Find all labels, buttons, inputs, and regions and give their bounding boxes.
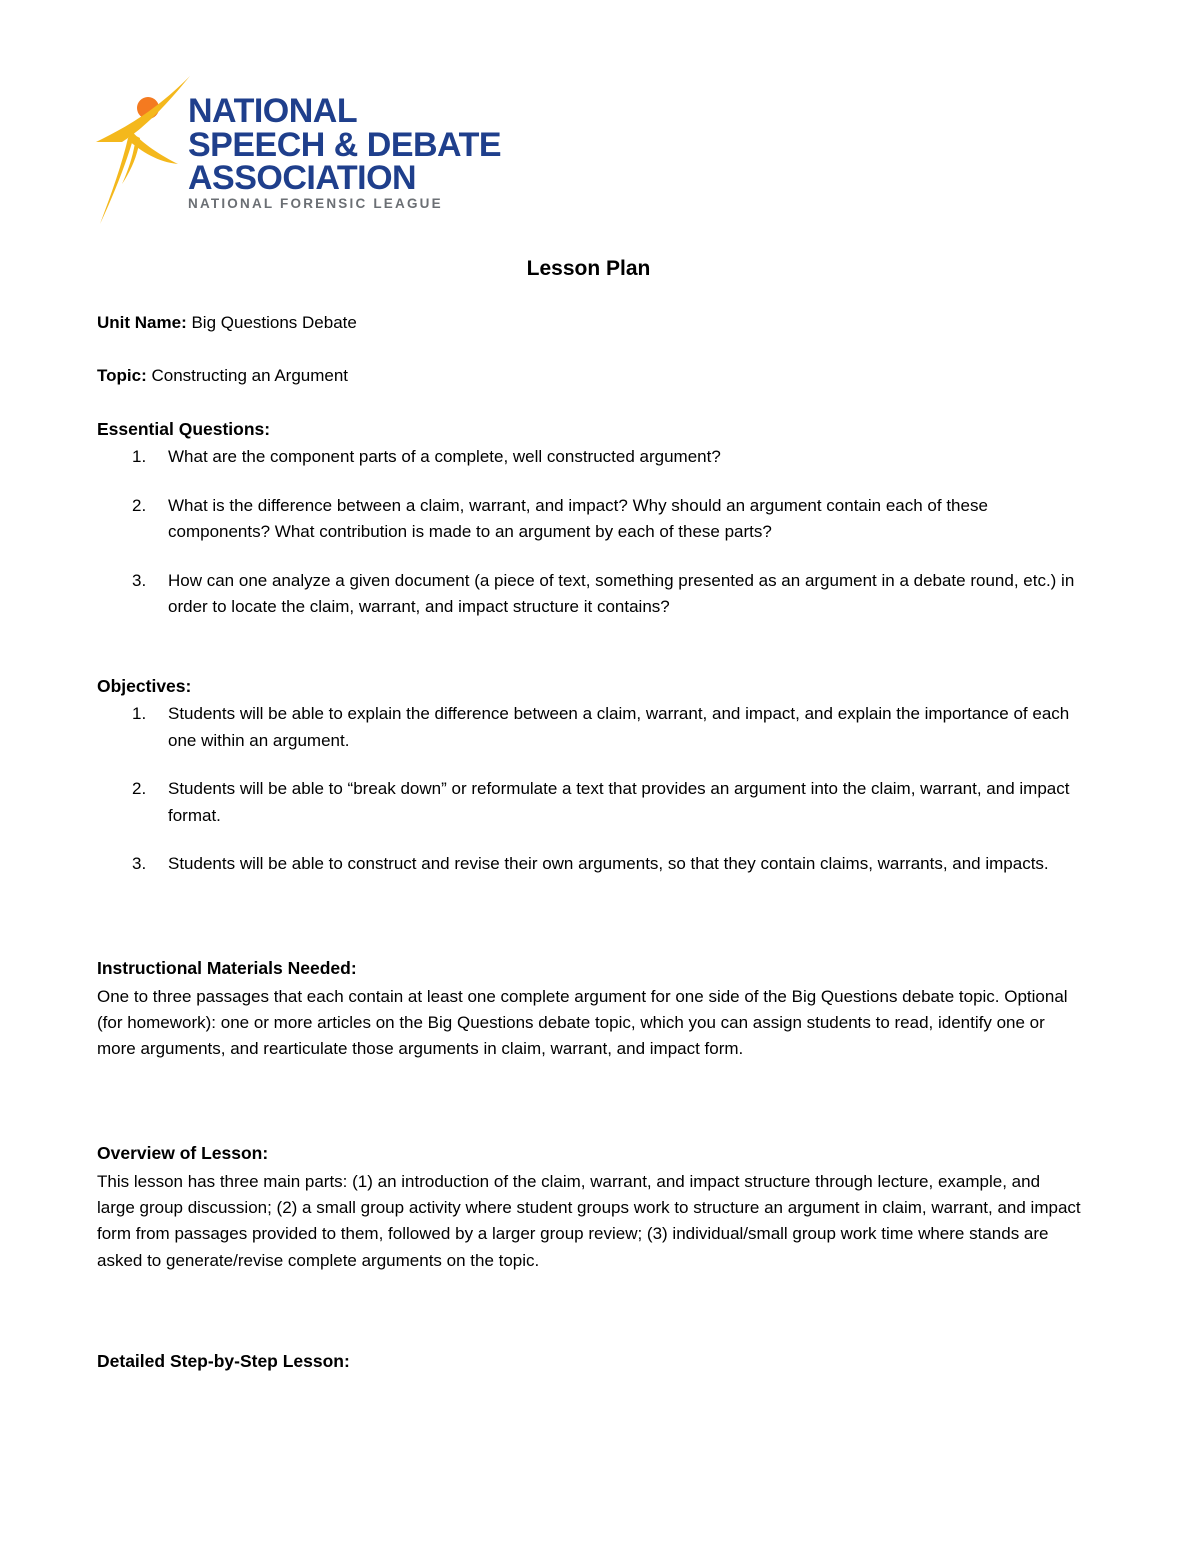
objectives-heading: Objectives: bbox=[97, 676, 192, 696]
logo-line-speech-debate: SPEECH & DEBATE bbox=[188, 126, 502, 164]
unit-name-label: Unit Name: bbox=[97, 313, 187, 332]
overview-heading: Overview of Lesson: bbox=[97, 1143, 269, 1163]
logo-figure-icon bbox=[92, 74, 192, 229]
list-number: 1. bbox=[132, 447, 147, 466]
list-number: 3. bbox=[132, 854, 147, 873]
list-number: 1. bbox=[132, 704, 147, 723]
list-text: How can one analyze a given document (a piece of text, something presented as an argument in a debate round, etc.) in order to locate the claim, warrant, and impact structure it contains? bbox=[168, 570, 1075, 616]
list-item bbox=[97, 776, 1087, 829]
nsda-logo bbox=[92, 74, 502, 234]
unit-name-field bbox=[97, 313, 357, 333]
unit-name-value: Big Questions Debate bbox=[191, 313, 357, 332]
list-text: Students will be able to construct and revise their own arguments, so that they contain claims, warrants, and impacts. bbox=[168, 854, 1049, 873]
list-text: Students will be able to explain the difference between a claim, warrant, and impact, and explain the importance of each one within an argument. bbox=[168, 704, 1070, 750]
page-title: Lesson Plan bbox=[526, 257, 651, 280]
logo-line-national: NATIONAL bbox=[188, 92, 358, 130]
logo-line-association: ASSOCIATION bbox=[188, 159, 417, 197]
list-item bbox=[97, 444, 1087, 471]
topic-field bbox=[97, 366, 348, 386]
list-number: 2. bbox=[132, 779, 147, 798]
list-item bbox=[97, 568, 1087, 621]
overview-text: This lesson has three main parts: (1) an introduction of the claim, warrant, and impact structure through lecture, example, and large group discussion; (2) a small group activity where student groups work to structure an argument in claim, warrant, and impact form from passages provided to them, followed by a larger group review; (3) individual/small group work time where stands are asked to generate/revise complete arguments on the topic. bbox=[97, 1172, 1081, 1270]
essential-questions-list bbox=[97, 444, 1087, 621]
topic-label: Topic: bbox=[97, 366, 147, 385]
essential-questions-heading: Essential Questions: bbox=[97, 419, 271, 439]
topic-value: Constructing an Argument bbox=[151, 366, 349, 385]
list-item bbox=[97, 493, 1087, 546]
list-number: 3. bbox=[132, 570, 147, 590]
list-number: 2. bbox=[132, 495, 147, 515]
list-item bbox=[97, 701, 1087, 754]
list-text: Students will be able to “break down” or reformulate a text that provides an argument into the claim, warrant, and impact format. bbox=[168, 779, 1070, 825]
materials-text: One to three passages that each contain at least one complete argument for one side of the Big Questions debate topic. Optional (for homework): one or more articles on the Big Questions debate topic, which you can assign students to read, identify one or more arguments, and rearticulate those arguments in claim, warrant, and impact form. bbox=[97, 987, 1068, 1059]
list-text: What are the component parts of a complete, well constructed argument? bbox=[168, 447, 721, 466]
steps-heading: Detailed Step-by-Step Lesson: bbox=[97, 1351, 350, 1371]
objectives-list bbox=[97, 701, 1087, 878]
list-item bbox=[97, 851, 1087, 878]
list-text: What is the difference between a claim, warrant, and impact? Why should an argument contain each of these components? What contribution is made to an argument by each of these parts? bbox=[168, 495, 988, 541]
logo-line-forensic-league: NATIONAL FORENSIC LEAGUE bbox=[188, 196, 443, 211]
materials-heading: Instructional Materials Needed: bbox=[97, 958, 357, 978]
